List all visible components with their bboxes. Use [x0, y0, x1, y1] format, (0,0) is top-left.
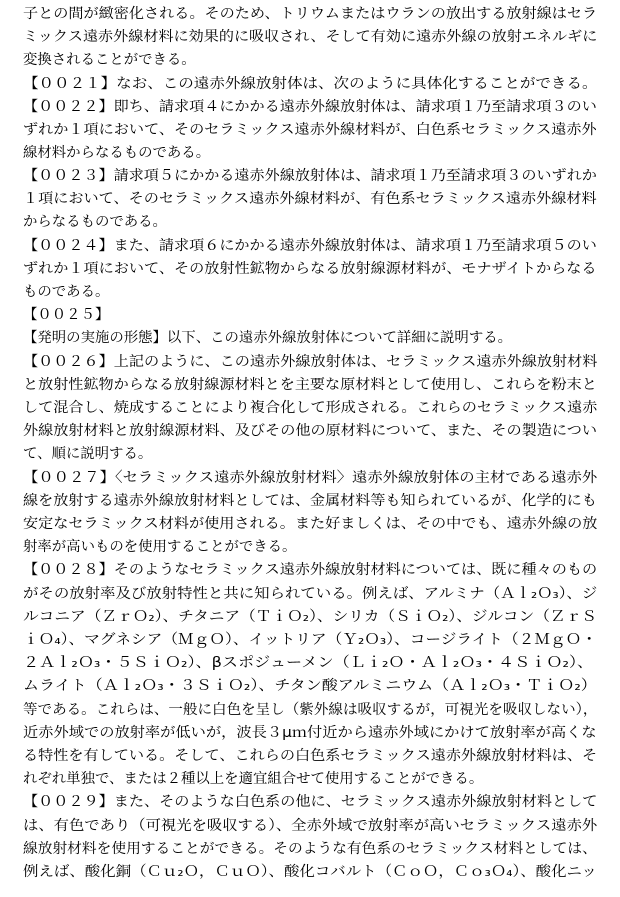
- text-line: １項において、そのセラミックス遠赤外線材料が、有色系セラミックス遠赤外線材料: [23, 191, 597, 207]
- text-line: 外線放射材料と放射線源材料、及びその他の原材料について、また、その製造につい: [23, 423, 597, 439]
- text-line: 線材料からなるものである。: [23, 145, 211, 161]
- text-line: 【００２３】請求項５にかかる遠赤外線放射体は、請求項１乃至請求項３のいずれか: [23, 168, 597, 184]
- text-line: 【００２８】そのようなセラミックス遠赤外線放射材料については、既に種々のもの: [23, 562, 598, 578]
- text-line: る特性を有している。そして、これらの白色系セラミックス遠赤外線放射材料は、そ: [23, 748, 598, 764]
- text-line: 安定なセラミックス材料が使用される。また好ましくは、その中でも、遠赤外線の放: [23, 516, 598, 532]
- text-line: 変換されることができる。: [23, 52, 196, 68]
- text-line: 近赤外域での放射率が低いが，波長３μｍ付近から遠赤外域にかけて放射率が高くな: [23, 725, 597, 741]
- text-line: ｉＯ₄）、マグネシア（ＭｇＯ）、イットリア（Ｙ₂Ｏ₃）、コージライト（２ＭｇＯ・: [23, 632, 598, 648]
- text-line: は、有色であり（可視光を吸収する）、全赤外域で放射率が高いセラミックス遠赤外: [23, 818, 598, 834]
- text-line: がその放射率及び放射特性と共に知られている。例えば、アルミナ（Ａｌ₂Ｏ₃）、ジ: [23, 586, 598, 602]
- text-line: ムライト（Ａｌ₂Ｏ₃・３ＳｉＯ₂）、チタン酸アルミニウム（Ａｌ₂Ｏ₃・ＴｉＯ₂）: [23, 678, 597, 694]
- text-line: 子との間が緻密化される。そのため、トリウムまたはウランの放出する放射線はセラ: [23, 6, 598, 22]
- text-line: て、順に説明する。: [23, 446, 153, 462]
- text-line: ２Ａｌ₂Ｏ₃・５ＳｉＯ₂）、βスポジューメン（Ｌｉ₂Ｏ・Ａｌ₂Ｏ₃・４ＳｉＯ₂）、: [23, 655, 594, 671]
- text-line: ルコニア（ＺｒＯ₂）、チタニア（ＴｉＯ₂）、シリカ（ＳｉＯ₂）、ジルコン（ＺｒＳ: [23, 609, 597, 625]
- text-line: 【００２７】〈セラミックス遠赤外線放射材料〉遠赤外線放射体の主材である遠赤外: [23, 470, 598, 486]
- text-line: ものである。: [23, 284, 110, 300]
- text-line: ミックス遠赤外線材料に効果的に吸収され、そして有効に遠赤外線の放射エネルギに: [23, 29, 598, 45]
- text-line: 【００２５】: [23, 307, 110, 323]
- text-line: れぞれ単独で、または２種以上を適宜組合せて使用することができる。: [23, 771, 484, 787]
- text-line: からなるものである。: [23, 214, 167, 230]
- text-line: 等である。これらは、一般に白色を呈し（紫外線は吸収するが，可視光を吸収しない），: [23, 702, 598, 718]
- text-line: 【００２４】また、請求項６にかかる遠赤外線放射体は、請求項１乃至請求項５のい: [23, 238, 597, 254]
- text-line: と放射性鉱物からなる放射線源材料とを主要な原材料として使用し、これらを粉末と: [23, 377, 597, 393]
- text-line: 射率が高いものを使用することができる。: [23, 539, 297, 555]
- text-line: 線を放射する遠赤外線放射材料としては、金属材料等も知られているが、化学的にも: [23, 493, 597, 509]
- text-line: ずれか１項において、その放射性鉱物からなる放射線源材料が、モナザイトからなる: [23, 261, 597, 277]
- text-line: 【００２２】即ち、請求項４にかかる遠赤外線放射体は、請求項１乃至請求項３のい: [23, 99, 597, 115]
- text-line: 【００２９】また、そのような白色系の他に、セラミックス遠赤外線放射材料として: [23, 794, 598, 810]
- text-line: 例えば、酸化銅（Ｃｕ₂Ｏ，ＣｕＯ）、酸化コバルト（ＣｏＯ，Ｃｏ₃Ｏ₄）、酸化ニッ: [23, 864, 597, 880]
- text-line: 線放射材料を使用することができる。そのような有色系のセラミックス材料としては、: [23, 841, 597, 857]
- text-line: 【発明の実施の形態】以下、この遠赤外線放射体について詳細に説明する。: [23, 330, 512, 346]
- text-line: 【００２１】なお、この遠赤外線放射体は、次のように具体化することができる。: [23, 76, 598, 92]
- text-line: して混合し、焼成することにより複合化して形成される。これらのセラミックス遠赤: [23, 400, 598, 416]
- text-line: ずれか１項において、そのセラミックス遠赤外線材料が、白色系セラミックス遠赤外: [23, 122, 597, 138]
- text-line: 【００２６】上記のように、この遠赤外線放射体は、セラミックス遠赤外線放射材料: [23, 354, 598, 370]
